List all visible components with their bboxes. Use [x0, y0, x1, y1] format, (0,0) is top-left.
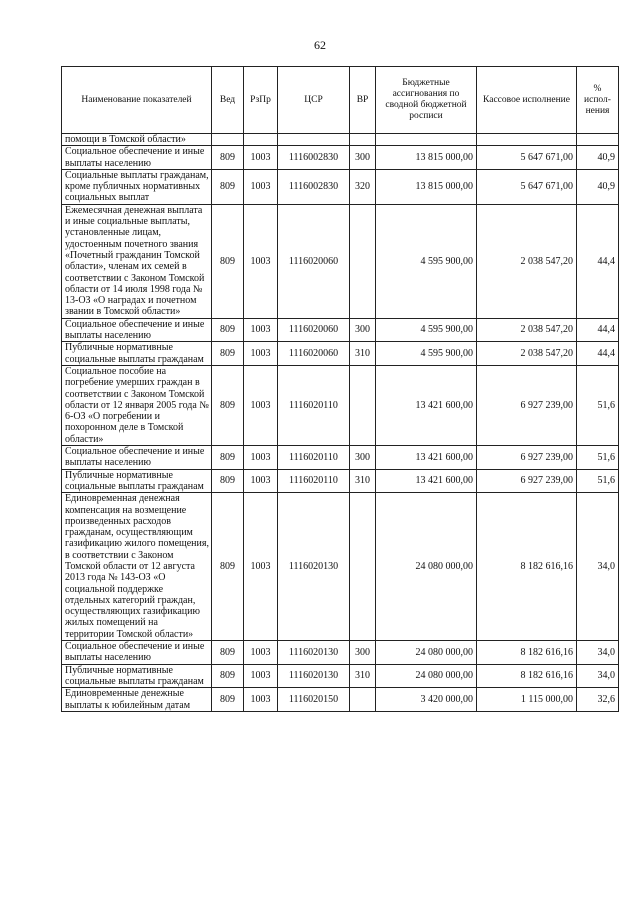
cell-rzpr: 1003 [244, 493, 278, 641]
cell-cash: 6 927 239,00 [477, 446, 577, 470]
cell-vr: 310 [350, 664, 376, 688]
cell-percent: 44,4 [577, 342, 619, 366]
table-row [62, 204, 619, 318]
cell-csr: 1116020130 [278, 664, 350, 688]
cell-percent: 51,6 [577, 446, 619, 470]
cell-name: Социальное обеспечение и иные выплаты населению [62, 446, 212, 470]
table-row [62, 493, 619, 641]
cell-cash: 8 182 616,16 [477, 493, 577, 641]
cell-vr [350, 688, 376, 712]
cell-csr: 1116020060 [278, 204, 350, 318]
table-row [62, 688, 619, 712]
cell-name: Публичные нормативные социальные выплаты гражданам [62, 469, 212, 493]
cell-csr [278, 134, 350, 146]
table-row [62, 641, 619, 665]
cell-percent: 40,9 [577, 169, 619, 204]
cell-vr: 300 [350, 318, 376, 342]
cell-rzpr: 1003 [244, 664, 278, 688]
cell-ved [212, 134, 244, 146]
table-row [62, 169, 619, 204]
cell-rzpr: 1003 [244, 318, 278, 342]
cell-vr: 310 [350, 342, 376, 366]
cell-budget [376, 134, 477, 146]
cell-rzpr: 1003 [244, 342, 278, 366]
cell-rzpr: 1003 [244, 204, 278, 318]
cell-cash: 5 647 671,00 [477, 146, 577, 170]
cell-cash: 2 038 547,20 [477, 318, 577, 342]
cell-ved: 809 [212, 365, 244, 445]
cell-cash [477, 134, 577, 146]
cell-name: Публичные нормативные социальные выплаты гражданам [62, 664, 212, 688]
cell-csr: 1116020060 [278, 318, 350, 342]
cell-ved: 809 [212, 688, 244, 712]
table-row [62, 664, 619, 688]
cell-ved: 809 [212, 146, 244, 170]
cell-budget: 24 080 000,00 [376, 664, 477, 688]
table-row [62, 342, 619, 366]
table-row [62, 318, 619, 342]
cell-name: Социальное пособие на погребение умерших граждан в соответствии с Законом Томской области от 12 января 2005 года № 6-ОЗ «О погребении и похоронном деле в Томской области» [62, 365, 212, 445]
cell-budget: 24 080 000,00 [376, 493, 477, 641]
cell-ved: 809 [212, 342, 244, 366]
cell-budget: 13 421 600,00 [376, 469, 477, 493]
column-header-csr: ЦСР [278, 67, 350, 134]
cell-csr: 1116020130 [278, 493, 350, 641]
column-header-percent: % испол-нения [577, 67, 619, 134]
cell-percent: 40,9 [577, 146, 619, 170]
cell-vr: 310 [350, 469, 376, 493]
cell-budget: 3 420 000,00 [376, 688, 477, 712]
cell-ved: 809 [212, 318, 244, 342]
cell-percent: 34,0 [577, 493, 619, 641]
cell-csr: 1116020110 [278, 446, 350, 470]
cell-rzpr: 1003 [244, 469, 278, 493]
cell-csr: 1116020150 [278, 688, 350, 712]
cell-budget: 13 421 600,00 [376, 446, 477, 470]
table-row [62, 469, 619, 493]
cell-csr: 1116020130 [278, 641, 350, 665]
cell-name: Публичные нормативные социальные выплаты гражданам [62, 342, 212, 366]
column-header-ved: Вед [212, 67, 244, 134]
cell-vr: 320 [350, 169, 376, 204]
table-row [62, 446, 619, 470]
cell-csr: 1116020110 [278, 365, 350, 445]
cell-name: Единовременная денежная компенсация на возмещение произведенных расходов гражданам, осуществляющим газификацию жилого помещения, в соответствии с Законом Томской области от 12 августа 2013 года № 143-ОЗ «О социальной поддержке отдельных категорий граждан, осуществляющих газификацию жилых помещений на территории Томской области» [62, 493, 212, 641]
table-row [62, 134, 619, 146]
cell-ved: 809 [212, 664, 244, 688]
cell-percent: 34,0 [577, 641, 619, 665]
table-row [62, 146, 619, 170]
cell-percent: 34,0 [577, 664, 619, 688]
cell-cash: 6 927 239,00 [477, 469, 577, 493]
cell-csr: 1116002830 [278, 146, 350, 170]
cell-budget: 4 595 900,00 [376, 204, 477, 318]
cell-csr: 1116020060 [278, 342, 350, 366]
cell-vr [350, 204, 376, 318]
cell-cash: 8 182 616,16 [477, 641, 577, 665]
cell-budget: 24 080 000,00 [376, 641, 477, 665]
table-body [62, 134, 619, 712]
cell-name: Социальные выплаты гражданам, кроме публичных нормативных социальных выплат [62, 169, 212, 204]
cell-budget: 13 815 000,00 [376, 146, 477, 170]
cell-csr: 1116002830 [278, 169, 350, 204]
column-header-rzpr: РзПр [244, 67, 278, 134]
cell-name: помощи в Томской области» [62, 134, 212, 146]
cell-rzpr: 1003 [244, 169, 278, 204]
cell-rzpr: 1003 [244, 446, 278, 470]
column-header-vr: ВР [350, 67, 376, 134]
cell-percent: 44,4 [577, 318, 619, 342]
cell-budget: 13 421 600,00 [376, 365, 477, 445]
cell-vr: 300 [350, 446, 376, 470]
table-row [62, 365, 619, 445]
cell-name: Социальное обеспечение и иные выплаты населению [62, 146, 212, 170]
cell-ved: 809 [212, 446, 244, 470]
cell-rzpr [244, 134, 278, 146]
cell-ved: 809 [212, 493, 244, 641]
cell-ved: 809 [212, 169, 244, 204]
cell-ved: 809 [212, 204, 244, 318]
cell-rzpr: 1003 [244, 641, 278, 665]
budget-table [61, 66, 619, 712]
cell-percent: 51,6 [577, 365, 619, 445]
cell-percent: 32,6 [577, 688, 619, 712]
cell-cash: 2 038 547,20 [477, 204, 577, 318]
cell-name: Социальное обеспечение и иные выплаты населению [62, 318, 212, 342]
cell-budget: 13 815 000,00 [376, 169, 477, 204]
cell-vr [350, 493, 376, 641]
cell-rzpr: 1003 [244, 146, 278, 170]
cell-rzpr: 1003 [244, 688, 278, 712]
column-header-cash: Кассовое исполнение [477, 67, 577, 134]
cell-cash: 2 038 547,20 [477, 342, 577, 366]
cell-percent: 44,4 [577, 204, 619, 318]
cell-cash: 1 115 000,00 [477, 688, 577, 712]
cell-budget: 4 595 900,00 [376, 342, 477, 366]
cell-cash: 5 647 671,00 [477, 169, 577, 204]
cell-vr: 300 [350, 641, 376, 665]
page-number: 62 [314, 38, 326, 52]
column-header-budget: Бюджетные ассигнования по сводной бюджетной росписи [376, 67, 477, 134]
cell-budget: 4 595 900,00 [376, 318, 477, 342]
cell-name: Ежемесячная денежная выплата и иные социальные выплаты, установленные лицам, удостоенным почетного звания «Почетный гражданин Томской области», членам их семей в соответствии с Законом Томской области от 14 июля 1998 года № 13-ОЗ «О наградах и почетном звании в Томской области» [62, 204, 212, 318]
cell-percent [577, 134, 619, 146]
table-header-row [62, 67, 619, 134]
cell-vr [350, 134, 376, 146]
cell-cash: 6 927 239,00 [477, 365, 577, 445]
column-header-name: Наименование показателей [62, 67, 212, 134]
cell-ved: 809 [212, 469, 244, 493]
cell-rzpr: 1003 [244, 365, 278, 445]
cell-name: Социальное обеспечение и иные выплаты населению [62, 641, 212, 665]
cell-percent: 51,6 [577, 469, 619, 493]
cell-cash: 8 182 616,16 [477, 664, 577, 688]
cell-vr [350, 365, 376, 445]
cell-ved: 809 [212, 641, 244, 665]
cell-name: Единовременные денежные выплаты к юбилейным датам [62, 688, 212, 712]
cell-vr: 300 [350, 146, 376, 170]
cell-csr: 1116020110 [278, 469, 350, 493]
